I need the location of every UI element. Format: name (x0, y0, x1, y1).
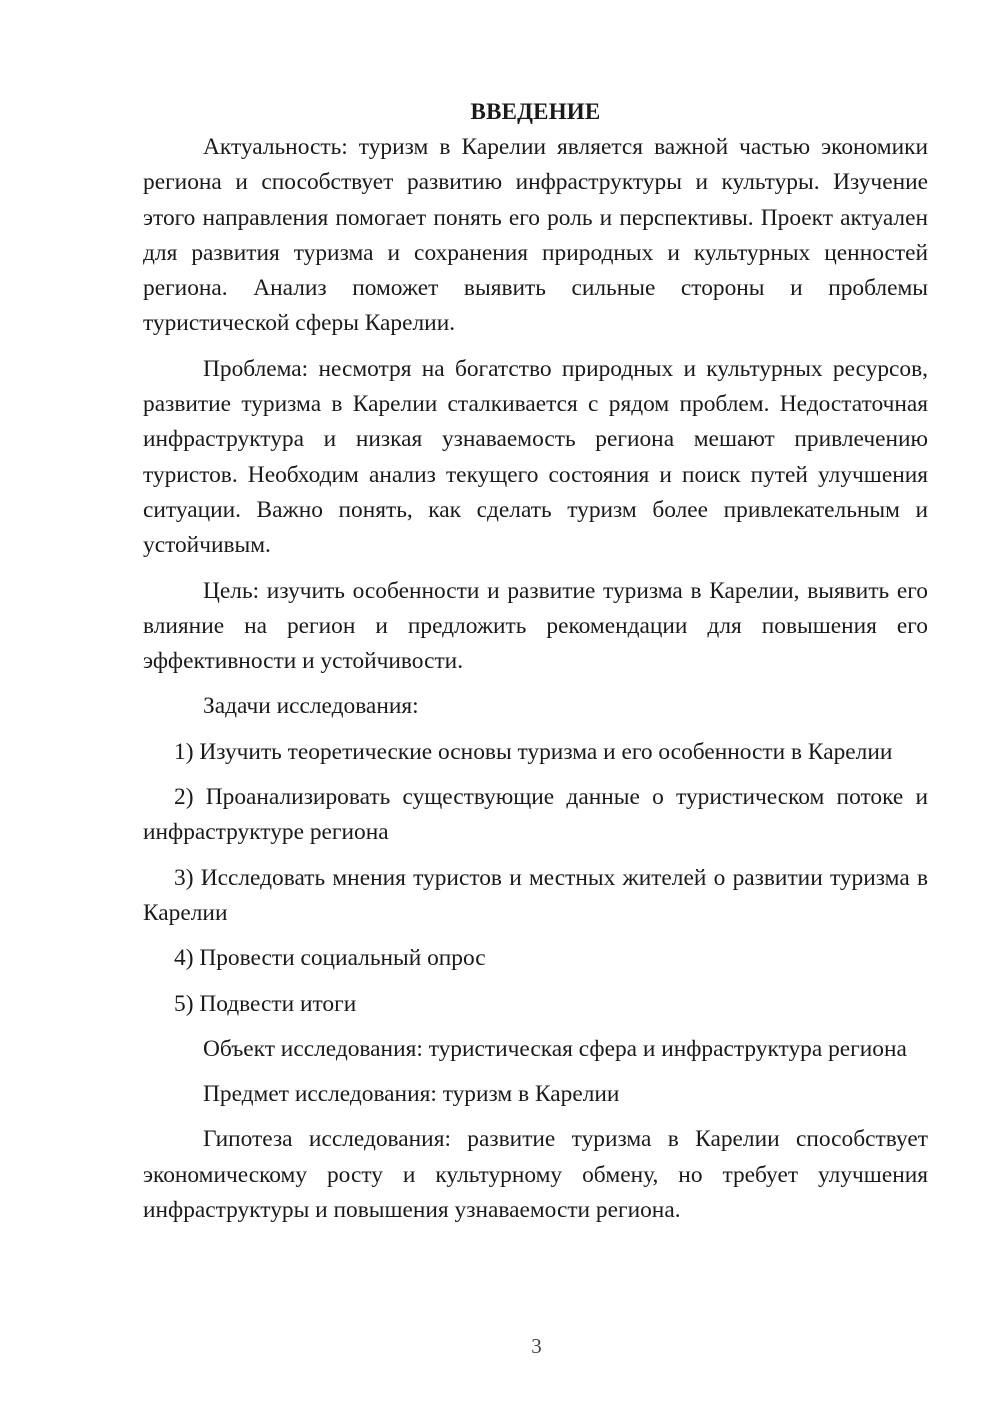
tasks-heading: Задачи исследования: (203, 693, 419, 720)
relevance-paragraph: Актуальность: туризм в Карелии является важной частью экономики региона и способствует развитию инфраструктуры и культуры. Изучение этого направления помогает понять его роль и перспективы. Проект актуален для развития туризма и сохранения природных и культурных ценностей региона. Анализ поможет выявить сильные стороны и проблемы туристической сферы Карелии. (143, 134, 928, 337)
problem-paragraph: Проблема: несмотря на богатство природных и культурных ресурсов, развитие туризма в Карелии сталкивается с рядом проблем. Недостаточная инфраструктура и низкая узнаваемость региона мешают привлечению туристов. Необходим анализ текущего состояния и поиск путей улучшения ситуации. Важно понять, как сделать туризм более привлекательным и устойчивым. (143, 355, 928, 559)
page-title: ВВЕДЕНИЕ (470, 99, 601, 124)
document-body (143, 95, 928, 1238)
goal-paragraph: Цель: изучить особенности и развитие туризма в Карелии, выявить его влияние на регион и предложить рекомендации для повышения его эффективности и устойчивости. (143, 577, 928, 675)
task-item-5: 5) Подвести итоги (174, 990, 357, 1017)
page-number: 3 (531, 1334, 542, 1358)
task-item-1: 1) Изучить теоретические основы туризма и его особенности в Карелии (174, 738, 893, 765)
hypothesis-paragraph: Гипотеза исследования: развитие туризма в Карелии способствует экономическому росту и культурному обмену, но требует улучшения инфраструктуры и повышения узнаваемости региона. (143, 1126, 928, 1224)
task-item-3: 3) Исследовать мнения туристов и местных жителей о развитии туризма в Карелии (143, 864, 928, 926)
task-item-4: 4) Провести социальный опрос (174, 945, 486, 972)
task-item-2: 2) Проанализировать существующие данные о туристическом потоке и инфраструктуре региона (143, 784, 928, 846)
object-paragraph: Объект исследования: туристическая сфера и инфраструктура региона (203, 1035, 907, 1062)
subject-paragraph: Предмет исследования: туризм в Карелии (203, 1081, 620, 1108)
